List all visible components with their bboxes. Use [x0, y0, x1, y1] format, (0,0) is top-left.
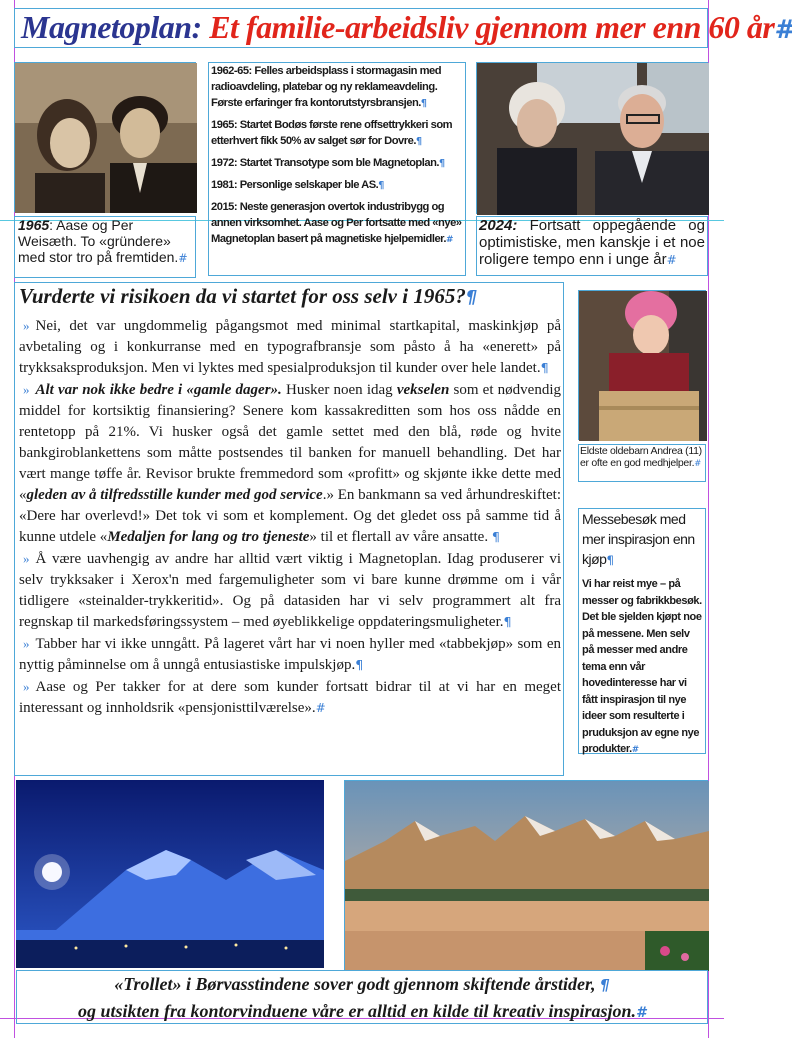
article-paragraph — [19, 379, 561, 548]
sidebar-trade-fairs — [578, 508, 706, 754]
article-paragraph — [19, 633, 561, 676]
paragraph-text: » til et flertall av våre ansatte. — [309, 529, 489, 545]
bottom-caption-line-1 — [17, 971, 707, 998]
photo-great-grandchild-image — [579, 291, 707, 441]
bullet-arrow-icon: » — [23, 679, 30, 694]
photo-summer-mountain-image — [345, 781, 709, 971]
paragraph-mark: ¶ — [415, 136, 422, 147]
caption-1965-year: 1965 — [18, 217, 50, 233]
timeline-item-text: 1962-65: Felles arbeidsplass i stormagasin med radioavdeling, platebar og ny reklameavdeling. Første erfaringer fra kontorutstyrsbransjen. — [211, 65, 442, 109]
title-brand: Magnetoplan: — [21, 9, 202, 45]
bottom-caption — [16, 970, 708, 1024]
sidebar-body — [582, 576, 702, 759]
page-title — [14, 8, 792, 48]
paragraph-mark: ¶ — [420, 98, 427, 109]
caption-great-grandchild-text: Eldste oldebarn Andrea (11) er ofte en god medhjelper. — [580, 445, 702, 469]
timeline-item — [211, 199, 463, 248]
paragraph-mark: ¶ — [606, 553, 614, 567]
paragraph-text: Husker noen idag — [281, 382, 397, 398]
end-of-story-mark: # — [636, 1005, 647, 1021]
photo-great-grandchild — [578, 290, 706, 440]
caption-2024-year: 2024: — [479, 217, 518, 234]
photo-winter-mountain — [16, 780, 324, 968]
paragraph-mark: ¶ — [355, 658, 364, 673]
bullet-arrow-icon: » — [23, 636, 30, 651]
timeline-item — [211, 117, 463, 150]
timeline-item — [211, 155, 463, 172]
paragraph-mark: ¶ — [465, 287, 478, 308]
article-paragraph — [19, 548, 561, 633]
photo-winter-mountain-image — [16, 780, 324, 968]
photo-2024-image — [477, 63, 709, 215]
end-of-story-mark: # — [774, 15, 792, 45]
emphasis-text: Medaljen for lang og tro tjeneste — [107, 529, 310, 545]
end-of-story-mark: # — [446, 235, 454, 245]
photo-2024-couple — [476, 62, 708, 214]
sidebar-heading-text: Messebesøk med mer inspirasjon enn kjøp — [582, 511, 695, 567]
bottom-caption-line-1-text: «Trollet» i Børvasstindene sover godt gjennom skiftende årstider, — [114, 974, 596, 994]
end-of-story-mark: # — [666, 253, 677, 267]
photo-summer-mountain — [344, 780, 708, 970]
caption-2024-text: Fortsatt oppegående og optimistiske, men kanskje i et noe roligere tempo enn i unge år — [479, 217, 705, 268]
bottom-caption-line-2-text: og utsikten fra kontorvinduene våre er alltid en kilde til kreativ inspirasjon. — [77, 1001, 637, 1021]
article-heading-text: Vurderte vi risikoen da vi startet for oss selv i 1965? — [19, 284, 466, 308]
title-subtitle: Et familie-arbeidsliv gjennom mer enn 60 år — [209, 9, 775, 45]
emphasis-text: vekselen — [396, 382, 450, 398]
bullet-arrow-icon: » — [23, 382, 30, 397]
bottom-caption-line-2 — [17, 998, 707, 1026]
end-of-story-mark: # — [694, 458, 701, 468]
end-of-story-mark: # — [315, 701, 326, 715]
bullet-arrow-icon: » — [23, 318, 30, 333]
caption-1965 — [14, 216, 196, 278]
timeline-item — [211, 63, 463, 112]
paragraph-text: som et nødvendig middel for kortsiktig finansiering? Senere kom kassakreditten som hos oss nådde en rentetopp på 21%. Vi husker også det gamle settet med den blå, røde og hvite bankgiroblankettens som måtte postsendes til banken for manuell behandling. Det har vært mange tøffe år. Revisor brukte fremmedord som «profitt» og skjønte ikke dette med « — [19, 382, 562, 503]
emphasis-text: gleden av å tilfredsstille kunder med god service — [26, 487, 323, 503]
timeline-item-text: 2015: Neste generasjon overtok industribygg og annen virksomhet. Aase og Per fortsatte med «nye» Magnetoplan basert på magnetiske hjelpemidler. — [211, 201, 462, 245]
paragraph-mark: ¶ — [491, 530, 500, 545]
timeline-item — [211, 177, 463, 194]
paragraph-mark: ¶ — [503, 615, 512, 630]
sidebar-body-text: Vi har reist mye – på messer og fabrikkbesøk. Det ble sjelden kjøpt noe på messene. Men selv på messer med andre tema enn vår hovedinteresse har vi fått inspirasjon til nye ideer som resulterte i pruduksjon av egne nye produkter. — [582, 578, 702, 755]
timeline-item-text: 1965: Startet Bodøs første rene offsettrykkeri som etterhvert fikk 50% av salget sør for Dovre. — [211, 119, 453, 147]
paragraph-mark: ¶ — [540, 361, 549, 376]
end-of-story-mark: # — [178, 252, 188, 265]
main-article — [14, 282, 564, 776]
bullet-arrow-icon: » — [23, 551, 30, 566]
paragraph-text: .» En bankmann sa ved århundreskiftet: «Dere har overlevd!» Det tok vi som et komplement. Og det gledet oss på samme tid å kunne utdele « — [19, 487, 561, 545]
article-paragraph — [19, 676, 561, 719]
article-heading — [19, 283, 561, 311]
article-paragraph — [19, 315, 561, 379]
paragraph-mark: ¶ — [439, 158, 445, 169]
caption-2024 — [476, 216, 708, 276]
end-of-story-mark: # — [631, 745, 639, 755]
paragraph-mark: ¶ — [600, 976, 610, 994]
photo-1965-image — [15, 63, 197, 213]
caption-great-grandchild — [578, 444, 706, 482]
sidebar-heading — [582, 509, 702, 570]
paragraph-text: Tabber har vi ikke unngått. På lageret vårt har vi noen hyller med «tabbekjøp» som en nyttig påminnelse om å unngå entusiastiske impulskjøp. — [19, 636, 561, 673]
paragraph-mark: ¶ — [378, 180, 384, 191]
paragraph-text: Aase og Per takker for at dere som kunder fortsatt bidrar til at vi har en meget interessant og innholdsrik «pensjonisttilværelse». — [19, 679, 561, 716]
timeline-item-text: 1981: Personlige selskaper ble AS. — [211, 179, 379, 191]
emphasis-text: Alt var nok ikke bedre i «gamle dager». — [35, 382, 282, 398]
caption-1965-text: : Aase og Per Weisæth. To «gründere» med stor tro på fremtiden. — [18, 217, 179, 265]
timeline-item-text: 1972: Startet Transotype som ble Magnetoplan. — [211, 157, 440, 169]
timeline-box — [208, 62, 466, 276]
photo-1965-couple — [14, 62, 196, 212]
paragraph-text: Å være uavhengig av andre har alltid vært viktig i Magnetoplan. Idag produserer vi selv trykksaker i Xerox'n med fargemuligheter som vi bare kunne drømme om i vår tidligere «steinalder-trykkeritid». Og på datasiden har vi selv programmert alt fra regnskap til markedsføringssystem – med øyeblikkelige oppdateringsmuligheter. — [19, 551, 561, 630]
paragraph-text: Nei, det var ungdommelig pågangsmot med minimal startkapital, maskinkjøp på avbetaling og i konkurranse med en typografbransje som påsto å ha «enerett» på trykksaksproduksjon. Men vi lyktes med spesialproduksjon til kunder over hele landet. — [19, 318, 561, 376]
